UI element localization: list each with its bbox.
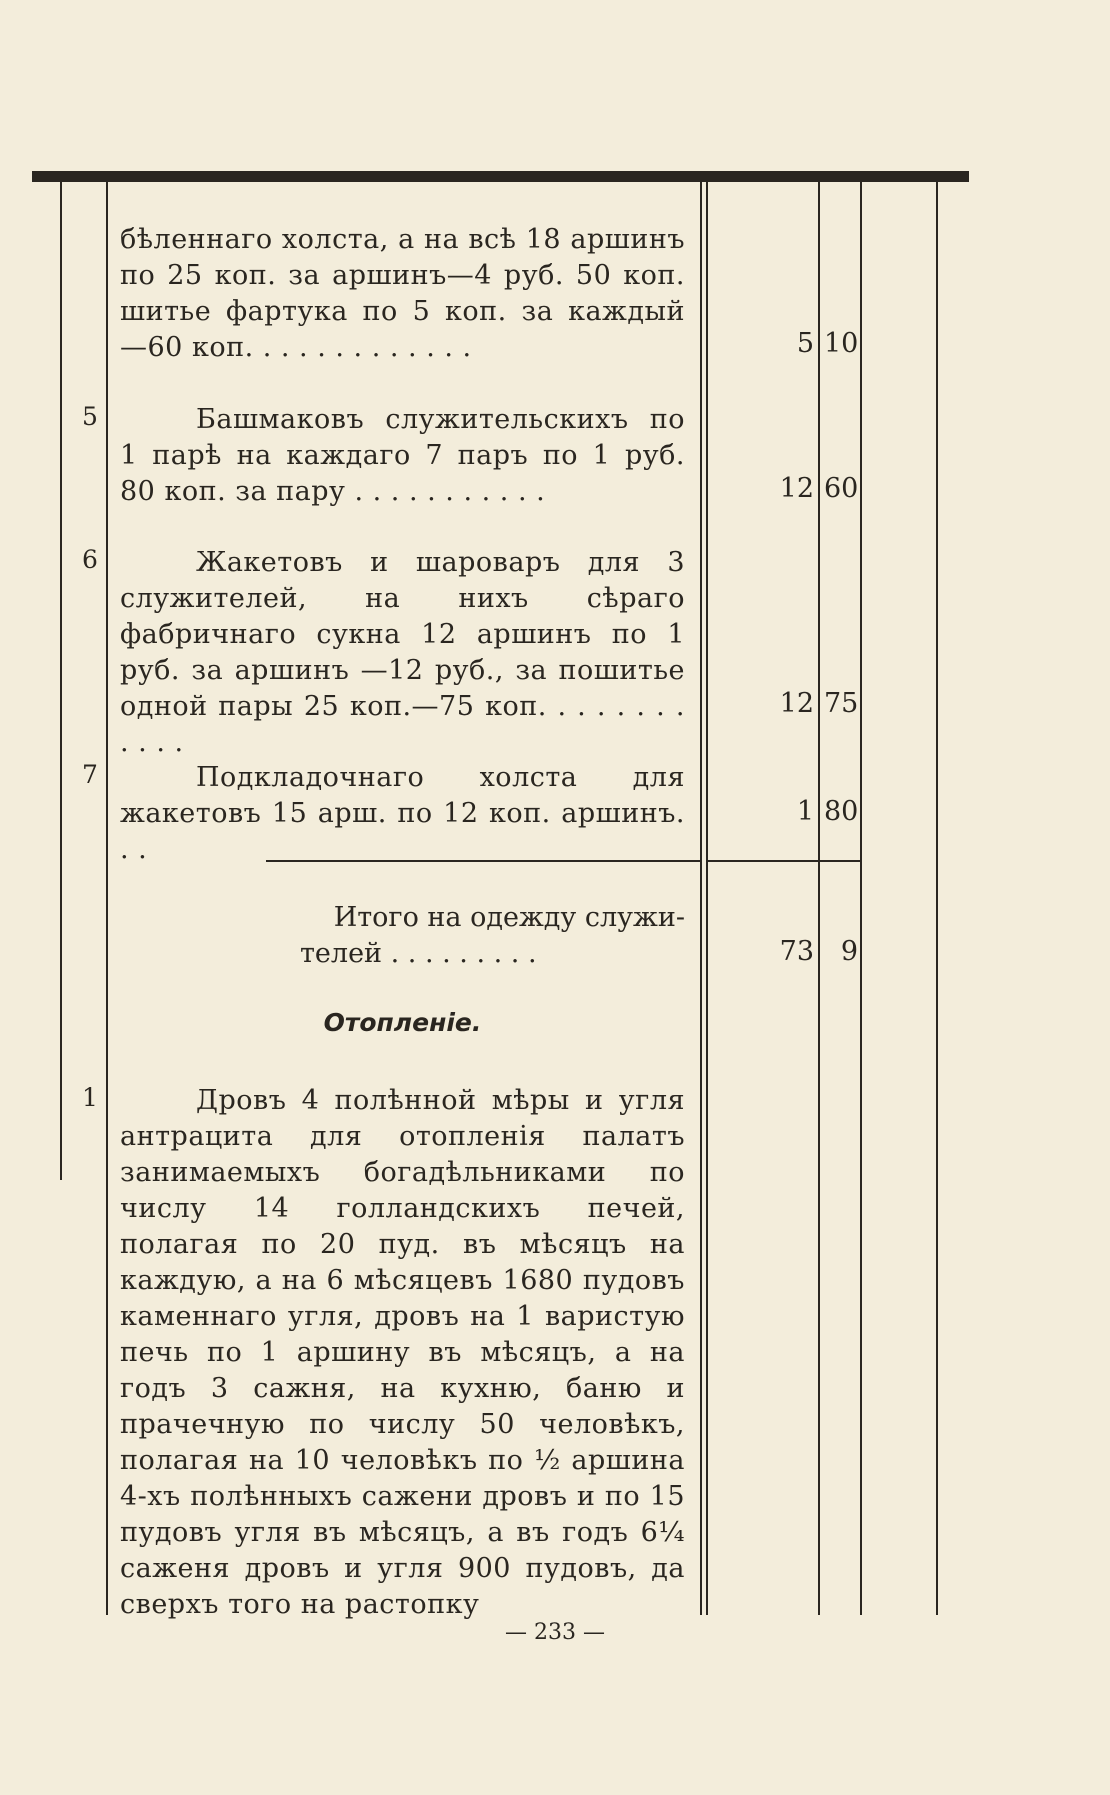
rubles-value: 12	[779, 473, 814, 504]
item-number: 5	[82, 402, 98, 431]
total-rule	[706, 860, 860, 862]
column-rule	[700, 180, 702, 1615]
item-number: 1	[82, 1083, 98, 1112]
total-line-2: телей . . . . . . . . .	[300, 938, 537, 969]
item-text	[120, 1083, 685, 1623]
item-text-content: Башмаковъ служительскихъ по 1 парѣ на каждаго 7 паръ по 1 руб. 80 коп. за пару . . . . . . . . . . .	[120, 404, 685, 507]
item-number: 6	[82, 545, 98, 574]
top-rule	[32, 171, 969, 182]
section-heading: Отопленіе.	[323, 1008, 482, 1037]
item-text	[120, 402, 685, 510]
item-text-content: Дровъ 4 полѣнной мѣры и угля антрацита для отопленія палатъ занимаемыхъ богадѣльниками по числу 14 голландскихъ печей, полагая по 20 пуд. въ мѣсяцъ на каждую, а на 6 мѣсяцевъ 1680 пудовъ каменнаго угля, дровъ на 1 варистую печь по 1 аршину въ мѣсяцъ, а на годъ 3 сажня, на кухню, баню и прачечную по числу 50 человѣкъ, полагая на 10 человѣкъ по ½ аршина 4-хъ полѣнныхъ сажени дровъ и по 15 пудовъ угля въ мѣсяцъ, а въ годъ 6¼ саженя дровъ и угля 900 пудовъ, да сверхъ того на растопку	[120, 1085, 685, 1620]
total-rubles: 73	[779, 936, 814, 967]
kopecks-value: 60	[824, 473, 859, 504]
kopecks-value: 75	[824, 688, 859, 719]
item-text	[120, 760, 685, 868]
page-number: — 233 —	[505, 1620, 605, 1645]
rubles-value: 5	[796, 328, 814, 359]
column-rule	[60, 180, 62, 1180]
kopecks-value: 10	[824, 328, 859, 359]
rubles-value: 12	[779, 688, 814, 719]
column-rule	[860, 180, 862, 1615]
total-line-1: Итого на одежду служи-	[333, 902, 685, 933]
item-number: 7	[82, 760, 98, 789]
column-rule	[936, 180, 938, 1615]
total-kopecks: 9	[840, 936, 858, 967]
kopecks-value: 80	[824, 796, 859, 827]
rubles-value: 1	[796, 796, 814, 827]
item-text: бѣленнаго холста, а на всѣ 18 аршинъ по 25 коп. за аршинъ—4 руб. 50 коп. шитье фартука по 5 коп. за каждый —60 коп. . . . . . . . . . . . .	[120, 224, 685, 363]
item-text	[120, 545, 685, 761]
item-text-content: Жакетовъ и шароваръ для 3 служителей, на нихъ сѣраго фабричнаго сукна 12 аршинъ по 1 руб. за аршинъ —12 руб., за пошитье одной пары 25 коп.—75 коп. . . . . . . . . . . .	[120, 547, 685, 758]
column-rule	[818, 180, 820, 1615]
total-label	[300, 900, 685, 972]
item-text-content: Подкладочнаго холста для жакетовъ 15 арш. по 12 коп. аршинъ. . .	[120, 762, 685, 865]
column-rule	[706, 180, 708, 1615]
column-rule	[106, 180, 108, 1615]
